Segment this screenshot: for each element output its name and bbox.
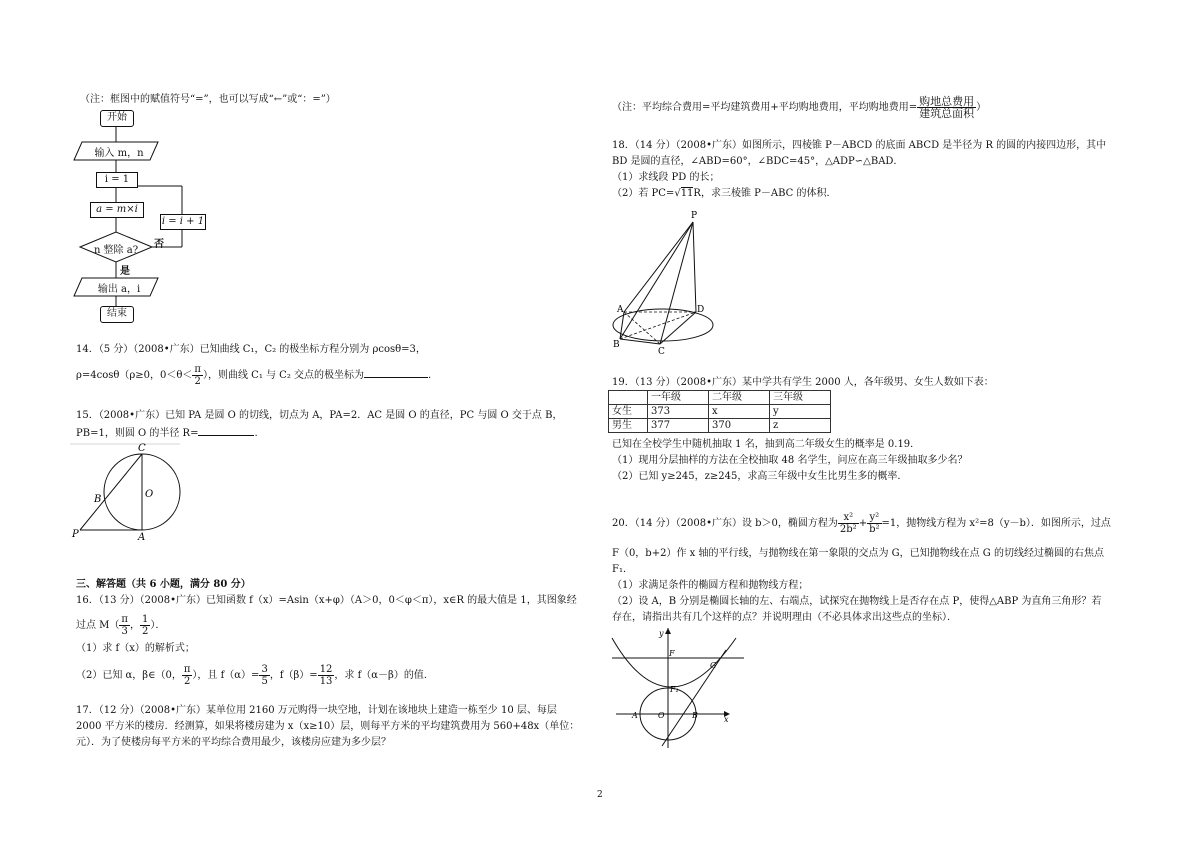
flowchart-yes-label: 是: [120, 266, 130, 277]
q14-formula-a: ρ=4cosθ（ρ≥0，0＜θ＜: [76, 370, 193, 381]
q15-label-o: O: [145, 489, 154, 500]
flowchart-assign: a = m×i: [90, 202, 144, 218]
table-row: 一年级 二年级 三年级: [609, 391, 831, 405]
q20-label-g: G: [710, 661, 717, 670]
page-number: 2: [597, 790, 603, 800]
flowchart-no-label: 否: [154, 239, 164, 250]
flowchart-output: 输出 a，i: [97, 284, 141, 295]
q14-line2: ρ=4cosθ（ρ≥0，0＜θ＜ $\frac{\pi}{2}$ ），则曲线 C₁ 与 C₂ 交点的极坐标为 .: [76, 364, 432, 387]
flowchart-input: 输入 m，n: [94, 148, 144, 159]
q20-line3: F₁．: [612, 564, 633, 575]
q20-line1: 20．（14 分）（2008•广东）设 b＞0，椭圆方程为 $\frac{\text{x²}}{\text{2b²}}$ + $\frac{\text{y²}}{\text{b²}}$ =1，抛物线方程为 x²=8（y－b）．如图所示，过点: [612, 512, 1111, 535]
q20-label-f: F: [669, 649, 675, 658]
q20-part1: （1）求满足条件的椭圆方程和抛物线方程；: [612, 580, 809, 591]
q20-line2: F（0，b+2）作 x 轴的平行线，与抛物线在第一象限的交点为 G，已知抛物线在点 G 的切线经过椭圆的右焦点: [612, 548, 1104, 559]
q15-circle-figure: [70, 442, 200, 542]
table-row: 男生 377 370 z: [609, 419, 831, 433]
q18-part1: （1）求线段 PD 的长；: [612, 172, 720, 183]
q20-label-y: y: [659, 629, 664, 638]
section-heading: 三、解答题（共 6 小题，满分 80 分）: [76, 579, 251, 590]
q20-label-b: B: [692, 711, 698, 720]
q20-tangent-line: [662, 650, 726, 746]
q20-parabola-figure: [606, 626, 756, 751]
flowchart-end: 结束: [100, 306, 134, 323]
q15-line1: 15．（2008•广东）已知 PA 是圆 O 的切线，切点为 A，PA=2．AC 是圆 O 的直径，PC 与圆 O 交于点 B，: [76, 410, 563, 421]
q14-pi-over-2: $\frac{\pi}{2}$: [194, 364, 201, 387]
q17-line3: 元）．为了使楼房每平方米的平均综合费用最少，该楼房应建为多少层？: [76, 737, 391, 748]
q20-label-x: x: [724, 715, 729, 724]
q16-part1: （1）求 f（x）的解析式；: [76, 643, 195, 654]
q16-line2: 过点 M（ $\frac{\pi}{3}$ ， $\frac{1}{2}$ ）．: [76, 614, 166, 637]
q20-label-a: A: [632, 711, 638, 720]
q19-line2: 已知在全校学生中随机抽取 1 名，抽到高二年级女生的概率是 0.19．: [612, 439, 921, 450]
q19-part1: （1）现用分层抽样的方法在全校抽取 48 名学生，问应在高三年级抽取多少名？: [612, 455, 968, 466]
q14-answer-blank: [364, 367, 428, 378]
q20-part3: 存在，请指出共有几个这样的点？并说明理由（不必具体求出这些点的坐标）．: [612, 612, 957, 623]
q20-label-o: O: [658, 711, 665, 720]
flowchart-init: i = 1: [96, 172, 138, 188]
q19-part2: （2）已知 y≥245，z≥245，求高三年级中女生比男生多的概率．: [612, 471, 908, 482]
q18-label-a: A: [617, 305, 624, 315]
q18-label-c: C: [658, 347, 665, 357]
q17-line2: 2000 平方米的楼房．经测算，如果将楼房建为 x（x≥10）层，则每平方米的平均建筑费用为 560+48x（单位：: [76, 721, 580, 732]
table-row: 女生 373 x y: [609, 405, 831, 419]
q17-note: （注：平均综合费用=平均建筑费用+平均购地费用，平均购地费用= $\frac{\text{购地总费用}}{\text{建筑总面积}}$ ）: [612, 95, 987, 120]
flowchart-increment: i = i + 1: [160, 214, 206, 230]
q16-part2: （2）已知 α，β∈（0， $\frac{\pi}{2}$ ），且 f（α）= $\frac{3}{5}$ ，f（β）= $\frac{12}{13}$ ，求 f（α－β）的值．: [76, 664, 434, 687]
q20-label-f1: F₁: [670, 685, 679, 694]
q15-answer-blank: [198, 425, 254, 436]
q15-secant-pc: [80, 454, 142, 530]
q18-pyramid-figure: [608, 200, 718, 360]
flowchart-note: （注：框图中的赋值符号“=”，也可以写成“←”或“：=”）: [80, 94, 336, 105]
flowchart-decision: n 整除 a?: [93, 245, 139, 256]
q18-line2: BD 是圆的直径，∠ABD=60°，∠BDC=45°，△ADP∽△BAD．: [612, 156, 904, 167]
q18-part2: （2）若 PC=√11R，求三棱锥 P－ABC 的体积．: [612, 188, 837, 199]
q19-table: [608, 390, 831, 433]
q16-line1: 16．（13 分）（2008•广东）已知函数 f（x）=Asin（x+φ）（A＞0，0＜φ＜π），x∈R 的最大值是 1，其图象经: [76, 595, 577, 606]
q20-part2: （2）设 A，B 分别是椭圆长轴的左、右端点，试探究在抛物线上是否存在点 P，使得△ABP 为直角三角形？若: [612, 596, 1102, 607]
q14-formula-b: ），则曲线 C₁ 与 C₂ 交点的极坐标为: [202, 370, 365, 381]
q18-line1: 18．（14 分）（2008•广东）如图所示，四棱锥 P－ABCD 的底面 ABCD 是半径为 R 的圆的内接四边形，其中: [612, 140, 1107, 151]
q18-label-p: P: [691, 211, 698, 221]
q15-label-b: B: [94, 494, 102, 505]
q15-label-p: P: [72, 529, 79, 540]
flowchart-start: 开始: [100, 110, 134, 127]
flowchart: [70, 104, 220, 334]
q19-line1: 19．（13 分）（2008•广东）某中学共有学生 2000 人，各年级男、女生人数如下表：: [612, 377, 994, 388]
q18-label-d: D: [697, 305, 705, 315]
q15-label-c: C: [138, 443, 146, 454]
q18-label-b: B: [613, 340, 620, 350]
q15-label-a: A: [138, 532, 146, 542]
q14-line1: 14．（5 分）（2008•广东）已知曲线 C₁，C₂ 的极坐标方程分别为 ρcosθ=3，: [76, 344, 426, 355]
q17-line1: 17．（12 分）（2008•广东）某单位用 2160 万元购得一块空地，计划在该地块上建造一栋至少 10 层、每层: [76, 705, 557, 716]
q15-line2: PB=1，则圆 O 的半径 R= .: [76, 425, 258, 441]
